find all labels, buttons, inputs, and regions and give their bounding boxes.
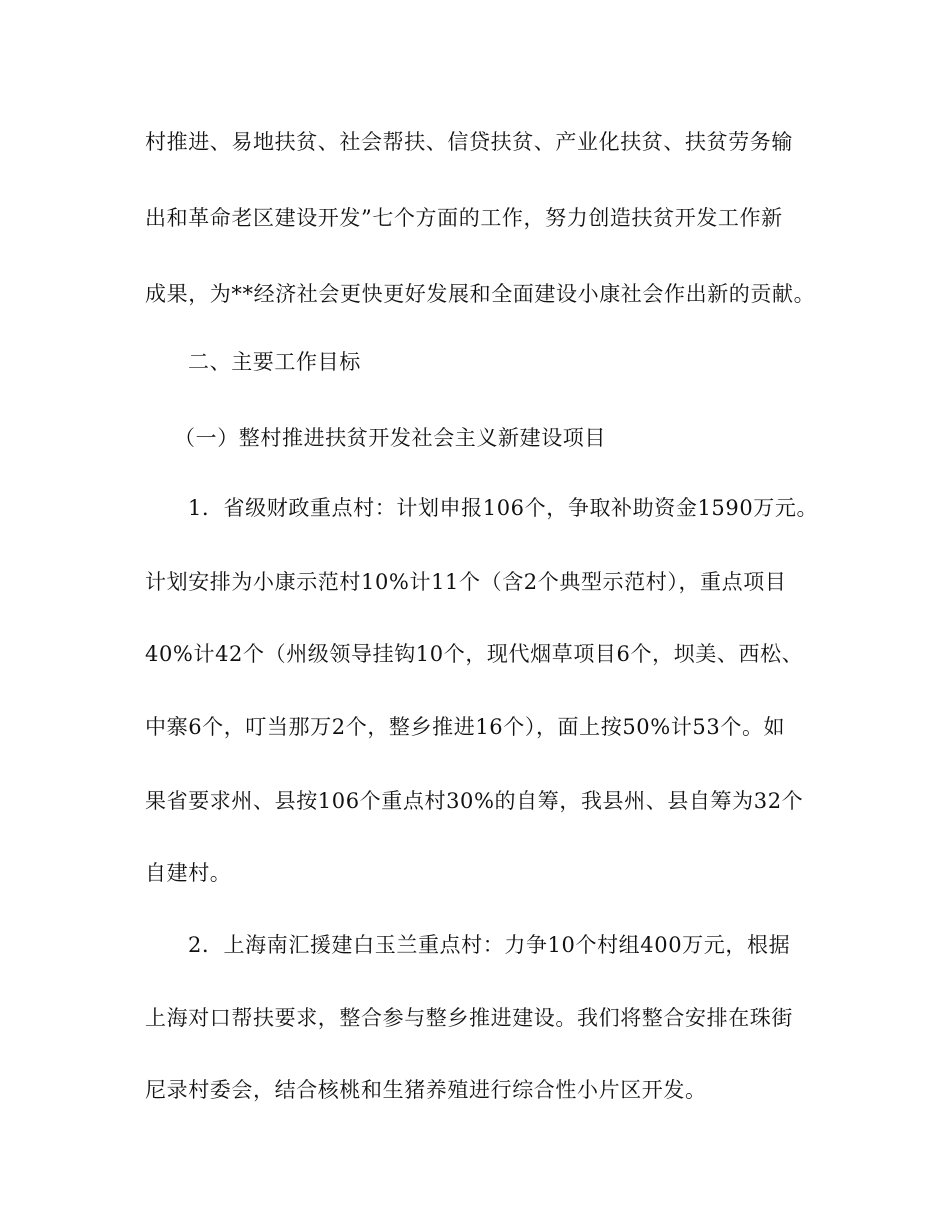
item-1-line: 1．省级财政重点村：计划申报106个，争取补助资金1590万元。 — [188, 496, 819, 520]
section-heading: 二、主要工作目标 — [188, 350, 361, 374]
item-1-line: 自建村。 — [145, 861, 232, 885]
item-1-line: 计划安排为小康示范村10%计11个（含2个典型示范村），重点项目 — [145, 570, 787, 594]
item-2-line: 2．上海南汇援建白玉兰重点村：力争10个村组400万元，根据 — [188, 933, 791, 957]
item-2-line: 尼录村委会，结合核桃和生猪养殖进行综合性小片区开发。 — [145, 1078, 707, 1102]
item-1-line: 40%计42个（州级领导挂钩10个，现代烟草项目6个，坝美、西松、 — [145, 642, 804, 666]
paragraph-line: 成果，为**经济社会更快更好发展和全面建设小康社会作出新的贡献。 — [145, 282, 816, 306]
item-1-line: 果省要求州、县按106个重点村30%的自筹，我县州、县自筹为32个 — [145, 789, 804, 813]
subsection-heading: （一）整村推进扶贫开发社会主义新建设项目 — [174, 426, 606, 450]
item-2-line: 上海对口帮扶要求，整合参与整乡推进建设。我们将整合安排在珠街 — [145, 1006, 793, 1030]
paragraph-line: 出和革命老区建设开发”七个方面的工作，努力创造扶贫开发工作新 — [145, 206, 783, 230]
item-1-line: 中寨6个，叮当那万2个，整乡推进16个），面上按50%计53个。如 — [145, 715, 786, 739]
paragraph-line: 村推进、易地扶贫、社会帮扶、信贷扶贫、产业化扶贫、扶贫劳务输 — [145, 130, 793, 154]
